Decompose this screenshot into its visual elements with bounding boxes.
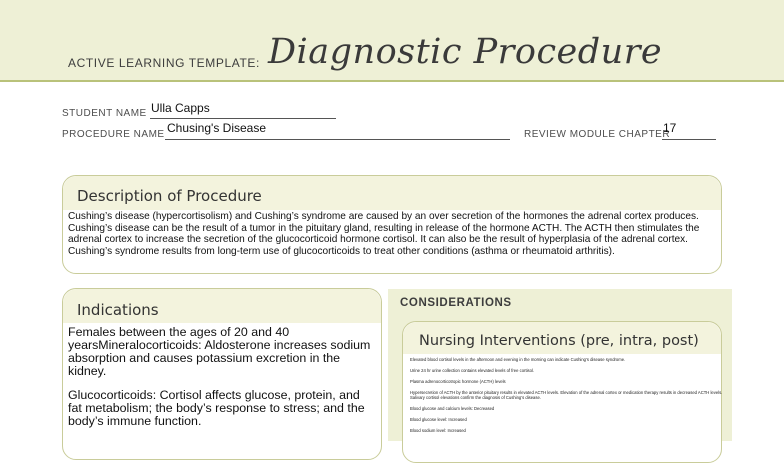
nursing-line: Blood glucose and calcium levels: Decreased: [410, 406, 495, 411]
nursing-line: Blood sodium level: Increased: [410, 428, 466, 433]
nursing-interventions-text[interactable]: [410, 357, 728, 439]
student-name-label: STUDENT NAME: [62, 108, 147, 119]
description-title: Description of Procedure: [77, 187, 262, 205]
indications-paragraph: Glucocorticoids: Cortisol affects glucose, protein, and fat metabolism; the body’s response to stress; and the body’s immune function.: [68, 388, 365, 428]
student-name-value[interactable]: Ulla Capps: [151, 101, 210, 115]
procedure-name-label: PROCEDURE NAME: [62, 129, 165, 140]
nursing-interventions-title: Nursing Interventions (pre, intra, post): [419, 333, 699, 349]
indications-text[interactable]: [68, 326, 376, 439]
template-title: Diagnostic Procedure: [268, 32, 663, 72]
review-module-label: REVIEW MODULE CHAPTER: [524, 129, 671, 140]
considerations-label: CONSIDERATIONS: [400, 297, 512, 309]
nursing-line: Hypersecretion of ACTH by the anterior pituitary results in elevated ACTH levels. Elevation of the adrenal cortex or medication therapy results in decreased ACTH levels. Salivary cortisol elevations confirm the diagnosis of Cushing’s disease.: [410, 390, 723, 400]
description-text[interactable]: Cushing’s disease (hypercortisolism) and Cushing’s syndrome are caused by an over secretion of the hormones the adrenal cortex produces. Cushing’s disease can be the result of a tumor in the pituitary gland, resulting in release of the hormone ACTH. The ACTH then stimulates the adrenal cortex to increase the secretion of the glucocorticoid hormone cortisol. It can also be the result of hyperplasia of the adrenal cortex. Cushing’s syndrome results from long-term use of glucocorticoids to treat other conditions (asthma or rheumatoid arthritis).: [68, 211, 700, 257]
nursing-line: Elevated blood cortisol levels in the afternoon and evening in the morning can indicate Cushing’s disease syndrome.: [410, 357, 626, 362]
procedure-name-value[interactable]: Chusing's Disease: [167, 121, 267, 135]
nursing-line: Blood glucose level: Increased: [410, 417, 467, 422]
procedure-name-line: [165, 139, 510, 140]
review-module-line: [662, 139, 716, 140]
indications-paragraph: Females between the ages of 20 and 40 yearsMineralocorticoids: Aldosterone increases sodium absorption and causes potassium excretion in the kidney.: [68, 325, 371, 378]
nursing-line: Plasma adrenocorticotropic hormone (ACTH) levels: [410, 379, 506, 384]
nursing-line: Urine 24 hr urine collection contains elevated levels of free cortisol.: [410, 368, 535, 373]
review-module-value[interactable]: 17: [663, 121, 677, 135]
student-name-line: [150, 118, 336, 119]
indications-title: Indications: [77, 301, 159, 319]
template-label: ACTIVE LEARNING TEMPLATE:: [68, 56, 260, 70]
